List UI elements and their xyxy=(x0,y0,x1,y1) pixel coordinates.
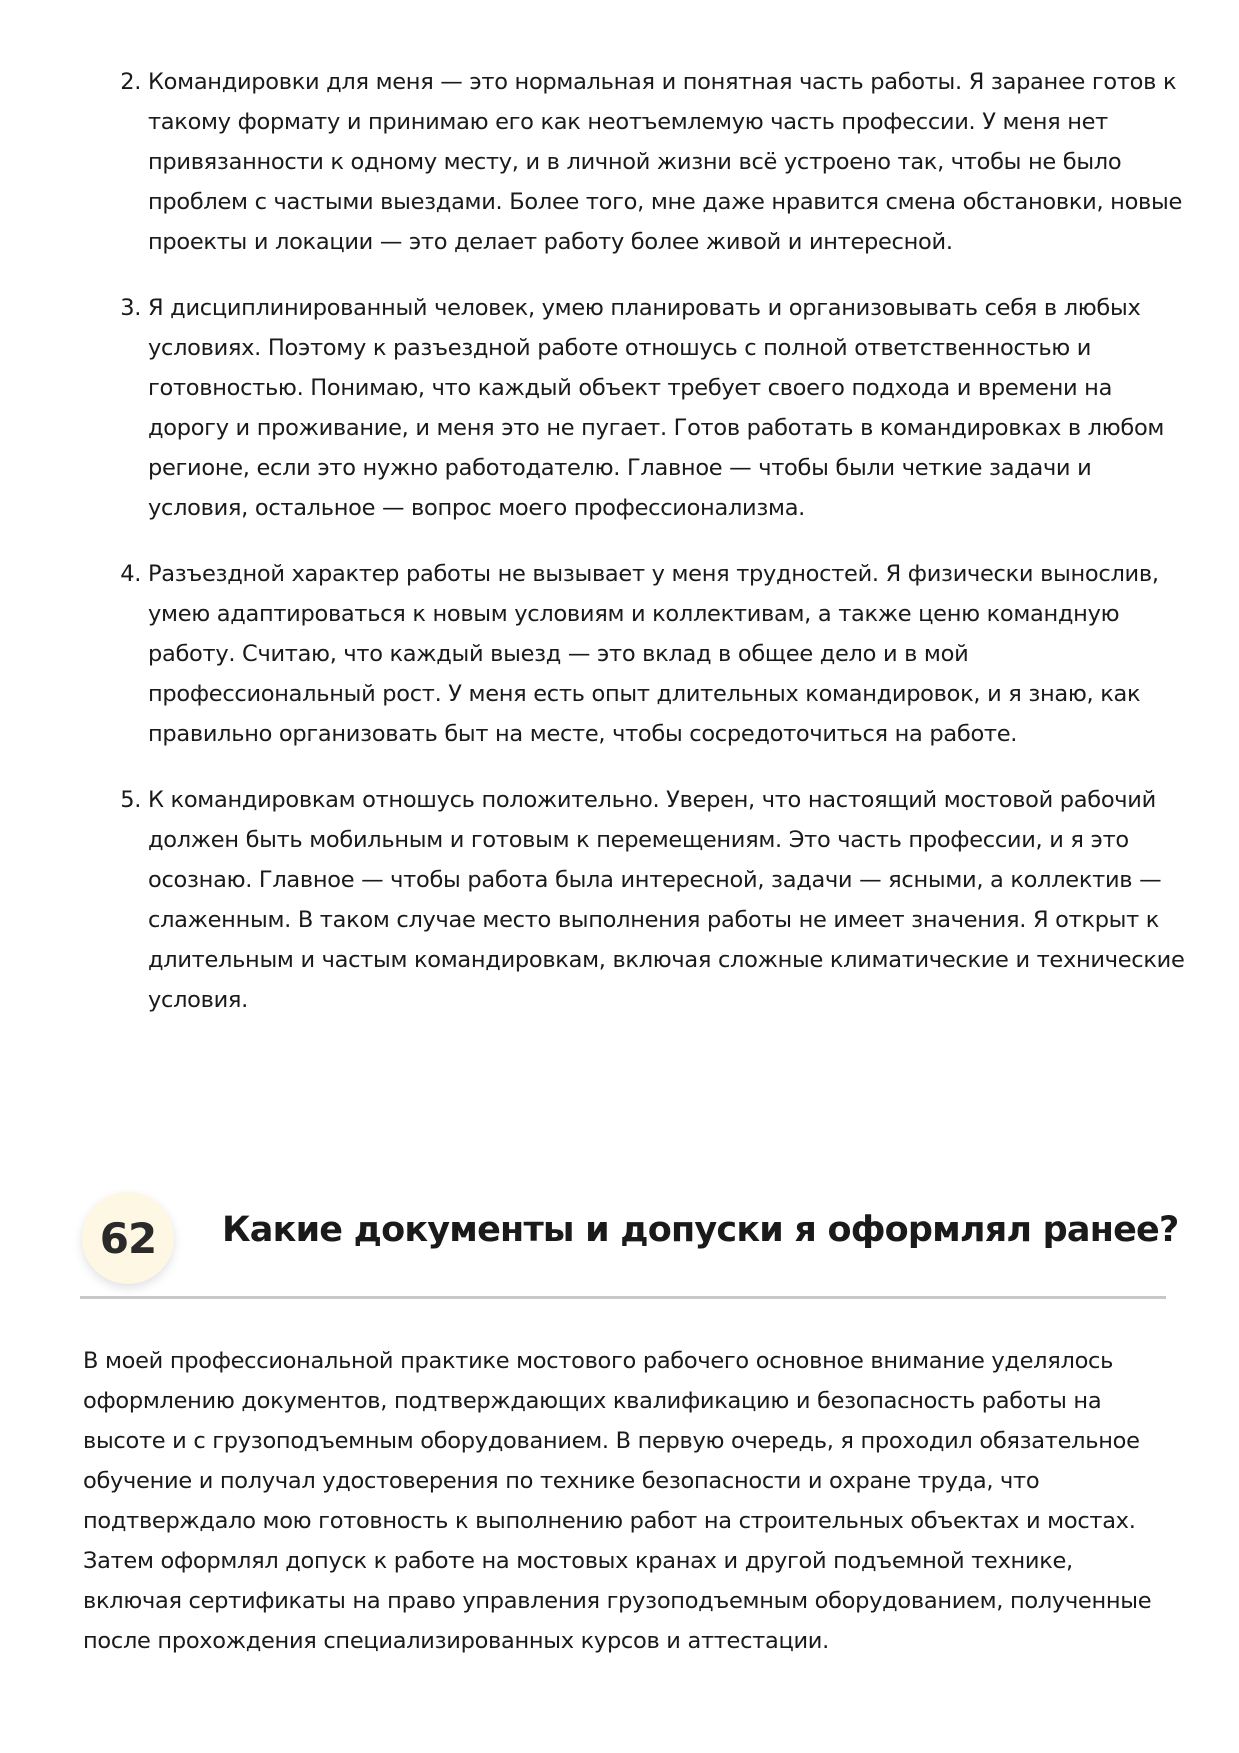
answer-text: К командировкам отношусь положительно. Уверен, что настоящий мостовой рабочий должен быть мобильным и готовым к перемещениям. Это часть профессии, и я это осознаю. Главное — чтобы работа была интересной, задачи — ясными, а коллектив — слаженным. В таком случае место выполнения работы не имеет значения. Я открыт к длительным и частым командировкам, включая сложные климатические и технические условия. xyxy=(148,787,1185,1013)
answer-text: Командировки для меня — это нормальная и понятная часть работы. Я заранее готов к такому формату и принимаю его как неотъемлемую часть профессии. У меня нет привязанности к одному месту, и в личной жизни всё устроено так, чтобы не было проблем с частыми выездами. Более того, мне даже нравится смена обстановки, новые проекты и локации — это делает работу более живой и интересной. xyxy=(148,69,1183,255)
section-header xyxy=(80,1192,1179,1299)
answer-list xyxy=(118,62,1198,1046)
answer-text: Разъездной характер работы не вызывает у меня трудностей. Я физически вынослив, умею адаптироваться к новым условиям и коллективам, а также ценю командную работу. Считаю, что каждый выезд — это вклад в общее дело и в мой профессиональный рост. У меня есть опыт длительных командировок, и я знаю, как правильно организовать быт на месте, чтобы сосредоточиться на работе. xyxy=(148,561,1159,747)
answer-text: Я дисциплинированный человек, умею планировать и организовывать себя в любых условиях. Поэтому к разъездной работе отношусь с полной ответственностью и готовностью. Понимаю, что каждый объект требует своего подхода и времени на дорогу и проживание, и меня это не пугает. Готов работать в командировках в любом регионе, если это нужно работодателю. Главное — чтобы были четкие задачи и условия, остальное — вопрос моего профессионализма. xyxy=(148,295,1165,521)
answer-item-5 xyxy=(148,780,1198,1020)
answer-item-3 xyxy=(148,288,1198,528)
question-number-badge: 62 xyxy=(82,1192,174,1284)
section-title: Какие документы и допуски я оформлял ранее? xyxy=(222,1210,1179,1250)
section-body-text: В моей профессиональной практике мостового рабочего основное внимание уделялось оформлению документов, подтверждающих квалификацию и безопасность работы на высоте и с грузоподъемным оборудованием. В первую очередь, я проходил обязательное обучение и получал удостоверения по технике безопасности и охране труда, что подтверждало мою готовность к выполнению работ на строительных объектах и мостах. Затем оформлял допуск к работе на мостовых кранах и другой подъемной технике, включая сертификаты на право управления грузоподъемным оборудованием, полученные после прохождения специализированных курсов и аттестации. xyxy=(83,1348,1152,1654)
answer-item-4 xyxy=(148,554,1198,754)
answer-item-2 xyxy=(148,62,1198,262)
